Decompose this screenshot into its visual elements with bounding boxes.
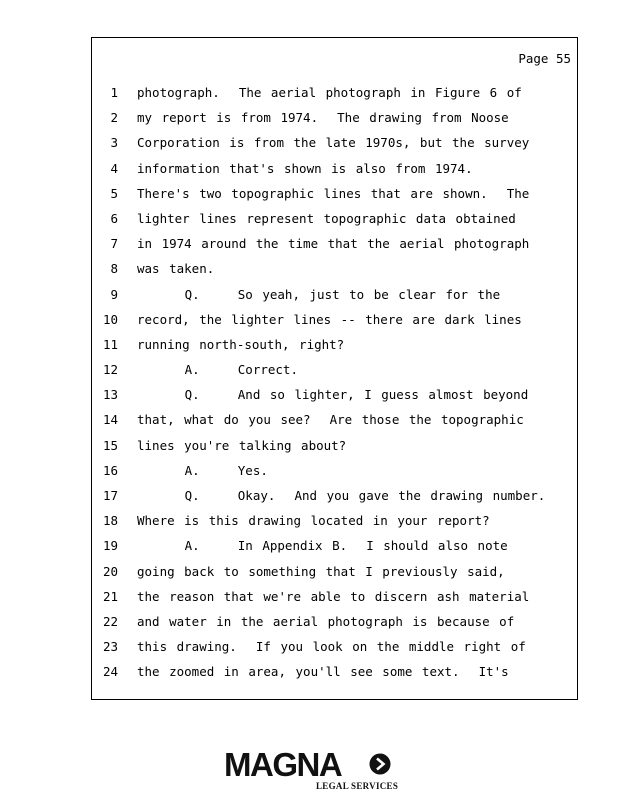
line-text: lighter lines represent topographic data obtained [137,210,516,226]
line-text: Q. Okay. And you gave the drawing number. [137,488,546,503]
transcript-line [92,609,577,634]
line-number: 7 [110,236,118,252]
line-text: was taken. [137,261,215,277]
transcript-line [92,206,577,231]
line-number: 18 [102,513,118,529]
line-number: 13 [102,387,118,403]
chevron-right-circle-icon [369,753,391,775]
line-text: Q. And so lighter, I guess almost beyond [137,387,529,403]
transcript-line [92,181,577,206]
transcript-line [92,634,577,659]
transcript-line [92,256,577,281]
line-text: A. Correct. [137,362,298,378]
transcript-line [92,559,577,584]
line-text: A. In Appendix B. I should also note [137,538,508,554]
line-number: 24 [102,664,118,680]
line-text: my report is from 1974. The drawing from Noose [137,110,509,126]
transcript-line [92,357,577,382]
logo-wordmark: MAGNA [224,746,342,783]
line-text: lines you're talking about? [137,437,347,453]
line-number: 22 [102,613,118,629]
line-number: 8 [110,261,118,277]
line-text: Q. So yeah, just to be clear for the [137,286,501,302]
transcript-line [92,659,577,684]
line-number: 20 [102,563,118,579]
transcript-line [92,105,577,130]
line-text: this drawing. If you look on the middle right of [137,639,526,655]
line-number: 5 [110,185,118,201]
transcript-line [92,433,577,458]
transcript-line [92,80,577,105]
line-text: and water in the aerial photograph is because of [137,613,515,629]
line-text: photograph. The aerial photograph in Figure 6 of [137,85,522,100]
transcript-lines [92,80,577,685]
line-text: There's two topographic lines that are shown. The [137,185,530,201]
line-text: going back to something that I previously said, [137,563,505,579]
page-number: Page 55 [518,51,571,66]
line-number: 19 [102,538,118,554]
transcript-line [92,130,577,155]
line-text: information that's shown is also from 1974. [137,160,473,176]
line-text: A. Yes. [137,462,268,478]
line-text: Corporation is from the late 1970s, but the survey [137,135,530,151]
line-number: 2 [110,110,118,126]
line-number: 15 [102,437,118,453]
transcript-line [92,483,577,508]
transcript-line [92,231,577,256]
transcript-line [92,382,577,407]
line-text: running north-south, right? [137,336,345,352]
line-number: 4 [110,160,118,176]
line-number: 23 [102,639,118,655]
line-text: that, what do you see? Are those the topographic [137,412,524,428]
transcript-line [92,282,577,307]
line-number: 1 [110,85,118,100]
line-number: 10 [102,311,118,327]
line-number: 16 [102,462,118,478]
line-text: the reason that we're able to discern ash material [137,588,530,604]
transcript-line [92,458,577,483]
line-number: 21 [102,588,118,604]
transcript-line [92,156,577,181]
line-number: 17 [102,488,118,503]
magna-logo [224,746,399,792]
transcript-page [91,37,578,700]
line-number: 3 [110,135,118,151]
logo-subtitle: LEGAL SERVICES [316,781,399,791]
transcript-line [92,533,577,558]
line-text: in 1974 around the time that the aerial photograph [137,236,530,252]
line-number: 12 [102,362,118,378]
line-number: 6 [110,210,118,226]
line-text: Where is this drawing located in your report? [137,513,490,529]
line-text: the zoomed in area, you'll see some text. It's [137,664,509,680]
line-text: record, the lighter lines -- there are dark lines [137,311,522,327]
transcript-line [92,307,577,332]
transcript-line [92,584,577,609]
transcript-line [92,407,577,432]
line-number: 14 [102,412,118,428]
line-number: 11 [102,336,118,352]
transcript-line [92,332,577,357]
transcript-line [92,508,577,533]
line-number: 9 [110,286,118,302]
